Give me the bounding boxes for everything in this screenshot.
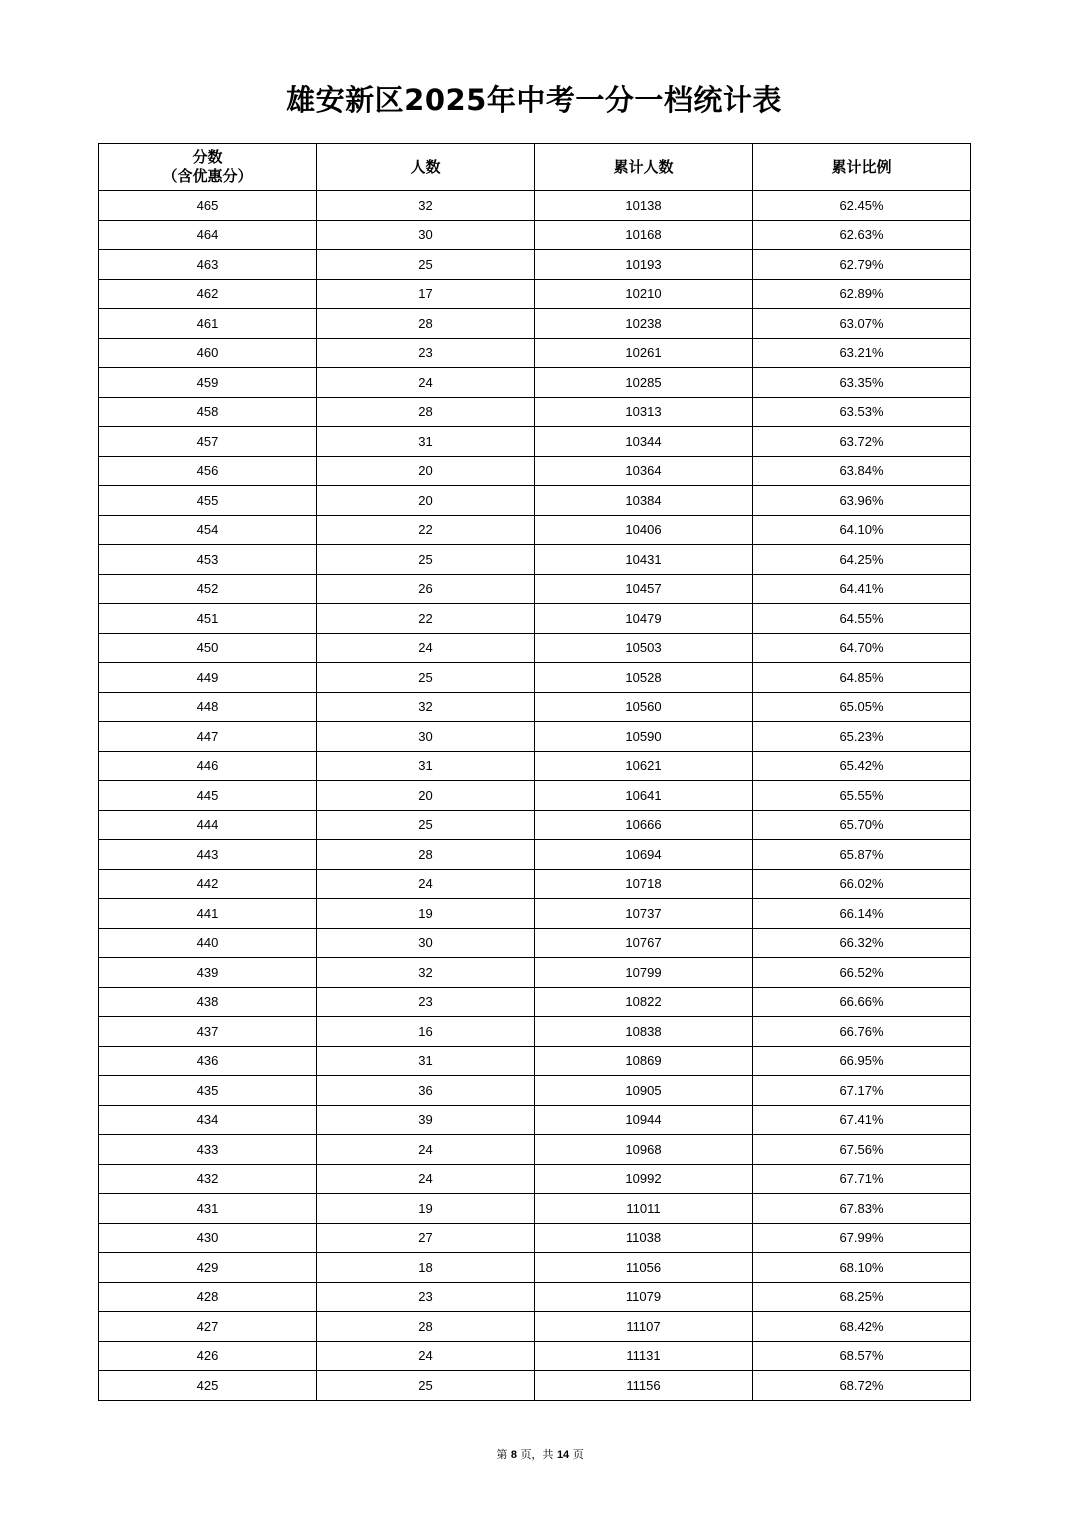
cell-cumulative-count: 10406 — [535, 515, 753, 545]
cell-cumulative-ratio: 66.76% — [753, 1017, 971, 1047]
table-row — [99, 250, 971, 280]
cell-cumulative-ratio: 64.85% — [753, 663, 971, 693]
cell-cumulative-ratio: 66.14% — [753, 899, 971, 929]
cell-count: 23 — [317, 987, 535, 1017]
page-title: 雄安新区2025年中考一分一档统计表 — [286, 83, 782, 117]
cell-score: 457 — [99, 427, 317, 457]
cell-cumulative-ratio: 63.72% — [753, 427, 971, 457]
cell-count: 32 — [317, 958, 535, 988]
cell-cumulative-ratio: 62.89% — [753, 279, 971, 309]
cell-cumulative-count: 10479 — [535, 604, 753, 634]
cell-cumulative-count: 10737 — [535, 899, 753, 929]
table-row — [99, 1164, 971, 1194]
cell-cumulative-ratio: 65.42% — [753, 751, 971, 781]
cell-score: 442 — [99, 869, 317, 899]
cell-cumulative-count: 10992 — [535, 1164, 753, 1194]
cell-cumulative-ratio: 66.66% — [753, 987, 971, 1017]
cell-score: 463 — [99, 250, 317, 280]
cell-cumulative-count: 11131 — [535, 1341, 753, 1371]
cell-score: 436 — [99, 1046, 317, 1076]
table-row — [99, 1194, 971, 1224]
cell-count: 18 — [317, 1253, 535, 1283]
cell-cumulative-count: 11079 — [535, 1282, 753, 1312]
table-row — [99, 810, 971, 840]
table-row — [99, 1135, 971, 1165]
cell-cumulative-ratio: 63.07% — [753, 309, 971, 339]
cell-cumulative-count: 10384 — [535, 486, 753, 516]
cell-cumulative-ratio: 65.55% — [753, 781, 971, 811]
cell-count: 28 — [317, 1312, 535, 1342]
cell-count: 22 — [317, 604, 535, 634]
cell-cumulative-ratio: 66.32% — [753, 928, 971, 958]
cell-score: 450 — [99, 633, 317, 663]
cell-count: 23 — [317, 1282, 535, 1312]
cell-cumulative-ratio: 62.63% — [753, 220, 971, 250]
cell-cumulative-count: 11011 — [535, 1194, 753, 1224]
cell-count: 31 — [317, 751, 535, 781]
table-row — [99, 899, 971, 929]
table-row — [99, 515, 971, 545]
cell-cumulative-ratio: 64.10% — [753, 515, 971, 545]
cell-score: 434 — [99, 1105, 317, 1135]
cell-cumulative-count: 10822 — [535, 987, 753, 1017]
cell-cumulative-count: 10799 — [535, 958, 753, 988]
cell-score: 441 — [99, 899, 317, 929]
cell-score: 435 — [99, 1076, 317, 1106]
table-row — [99, 722, 971, 752]
cell-cumulative-count: 10968 — [535, 1135, 753, 1165]
cell-score: 438 — [99, 987, 317, 1017]
table-row — [99, 1046, 971, 1076]
cell-cumulative-count: 10718 — [535, 869, 753, 899]
cell-score: 456 — [99, 456, 317, 486]
cell-cumulative-count: 10285 — [535, 368, 753, 398]
table-row — [99, 928, 971, 958]
cell-cumulative-count: 10590 — [535, 722, 753, 752]
score-distribution-table — [98, 143, 971, 1401]
cell-cumulative-count: 11156 — [535, 1371, 753, 1401]
cell-score: 429 — [99, 1253, 317, 1283]
cell-cumulative-ratio: 66.95% — [753, 1046, 971, 1076]
cell-count: 30 — [317, 928, 535, 958]
cell-cumulative-ratio: 65.23% — [753, 722, 971, 752]
header-score-label: 分数 — [192, 148, 223, 166]
table-row — [99, 1105, 971, 1135]
cell-score: 444 — [99, 810, 317, 840]
cell-cumulative-ratio: 62.45% — [753, 191, 971, 221]
cell-count: 17 — [317, 279, 535, 309]
cell-score: 443 — [99, 840, 317, 870]
table-header — [99, 144, 971, 191]
cell-score: 440 — [99, 928, 317, 958]
table-row — [99, 545, 971, 575]
cell-cumulative-count: 10210 — [535, 279, 753, 309]
cell-cumulative-count: 10560 — [535, 692, 753, 722]
cell-score: 446 — [99, 751, 317, 781]
cell-count: 16 — [317, 1017, 535, 1047]
cell-cumulative-ratio: 65.87% — [753, 840, 971, 870]
cell-cumulative-count: 10344 — [535, 427, 753, 457]
header-cumulative-ratio: 累计比例 — [753, 144, 971, 191]
cell-count: 24 — [317, 1135, 535, 1165]
table-row — [99, 1341, 971, 1371]
cell-score: 452 — [99, 574, 317, 604]
cell-count: 24 — [317, 633, 535, 663]
cell-cumulative-count: 11056 — [535, 1253, 753, 1283]
cell-cumulative-ratio: 62.79% — [753, 250, 971, 280]
cell-cumulative-ratio: 65.05% — [753, 692, 971, 722]
cell-score: 428 — [99, 1282, 317, 1312]
table-row — [99, 869, 971, 899]
cell-cumulative-ratio: 67.71% — [753, 1164, 971, 1194]
cell-cumulative-ratio: 63.53% — [753, 397, 971, 427]
cell-cumulative-ratio: 67.83% — [753, 1194, 971, 1224]
cell-score: 427 — [99, 1312, 317, 1342]
header-score — [99, 144, 317, 191]
header-score-note: （含优惠分） — [162, 167, 253, 185]
cell-count: 28 — [317, 309, 535, 339]
cell-count: 28 — [317, 840, 535, 870]
cell-count: 19 — [317, 1194, 535, 1224]
header-row — [99, 144, 971, 191]
table-row — [99, 338, 971, 368]
table-row — [99, 1282, 971, 1312]
cell-score: 432 — [99, 1164, 317, 1194]
cell-count: 28 — [317, 397, 535, 427]
cell-count: 24 — [317, 368, 535, 398]
cell-score: 462 — [99, 279, 317, 309]
cell-cumulative-ratio: 64.70% — [753, 633, 971, 663]
cell-count: 31 — [317, 427, 535, 457]
cell-cumulative-count: 10944 — [535, 1105, 753, 1135]
cell-cumulative-ratio: 67.17% — [753, 1076, 971, 1106]
cell-count: 30 — [317, 722, 535, 752]
table-row — [99, 486, 971, 516]
cell-score: 458 — [99, 397, 317, 427]
footer-prefix: 第 — [496, 1448, 508, 1461]
table-row — [99, 427, 971, 457]
cell-count: 20 — [317, 486, 535, 516]
cell-count: 24 — [317, 869, 535, 899]
table-row — [99, 191, 971, 221]
footer-page-number: 8 — [510, 1449, 517, 1461]
table-row — [99, 368, 971, 398]
table-row — [99, 1076, 971, 1106]
table-row — [99, 574, 971, 604]
header-cumulative-count: 累计人数 — [535, 144, 753, 191]
cell-score: 460 — [99, 338, 317, 368]
footer-middle: 页，共 — [520, 1448, 554, 1461]
table-row — [99, 987, 971, 1017]
cell-cumulative-ratio: 66.02% — [753, 869, 971, 899]
cell-score: 453 — [99, 545, 317, 575]
cell-cumulative-count: 10869 — [535, 1046, 753, 1076]
cell-cumulative-ratio: 63.21% — [753, 338, 971, 368]
table-row — [99, 604, 971, 634]
cell-score: 430 — [99, 1223, 317, 1253]
cell-cumulative-count: 10261 — [535, 338, 753, 368]
cell-cumulative-count: 10193 — [535, 250, 753, 280]
cell-count: 24 — [317, 1164, 535, 1194]
cell-count: 27 — [317, 1223, 535, 1253]
cell-count: 25 — [317, 810, 535, 840]
cell-cumulative-count: 10694 — [535, 840, 753, 870]
cell-cumulative-count: 10905 — [535, 1076, 753, 1106]
cell-cumulative-count: 10364 — [535, 456, 753, 486]
cell-cumulative-ratio: 64.25% — [753, 545, 971, 575]
cell-score: 445 — [99, 781, 317, 811]
cell-cumulative-count: 10168 — [535, 220, 753, 250]
cell-count: 20 — [317, 456, 535, 486]
cell-cumulative-ratio: 66.52% — [753, 958, 971, 988]
cell-count: 22 — [317, 515, 535, 545]
table-row — [99, 1312, 971, 1342]
cell-cumulative-ratio: 63.84% — [753, 456, 971, 486]
cell-cumulative-count: 10503 — [535, 633, 753, 663]
cell-score: 449 — [99, 663, 317, 693]
cell-cumulative-ratio: 64.55% — [753, 604, 971, 634]
cell-count: 32 — [317, 692, 535, 722]
footer-page-total: 14 — [556, 1449, 570, 1461]
cell-cumulative-count: 10838 — [535, 1017, 753, 1047]
header-count: 人数 — [317, 144, 535, 191]
cell-score: 437 — [99, 1017, 317, 1047]
table-row — [99, 1253, 971, 1283]
cell-cumulative-ratio: 68.42% — [753, 1312, 971, 1342]
table-row — [99, 397, 971, 427]
cell-score: 439 — [99, 958, 317, 988]
cell-cumulative-count: 10528 — [535, 663, 753, 693]
cell-score: 451 — [99, 604, 317, 634]
cell-count: 25 — [317, 250, 535, 280]
cell-cumulative-ratio: 68.72% — [753, 1371, 971, 1401]
table-row — [99, 781, 971, 811]
table-row — [99, 840, 971, 870]
table-row — [99, 692, 971, 722]
cell-score: 461 — [99, 309, 317, 339]
cell-score: 454 — [99, 515, 317, 545]
cell-cumulative-count: 10666 — [535, 810, 753, 840]
cell-cumulative-count: 10431 — [535, 545, 753, 575]
cell-count: 19 — [317, 899, 535, 929]
table-row — [99, 1371, 971, 1401]
cell-count: 36 — [317, 1076, 535, 1106]
cell-count: 32 — [317, 191, 535, 221]
cell-cumulative-ratio: 67.41% — [753, 1105, 971, 1135]
cell-score: 455 — [99, 486, 317, 516]
cell-cumulative-count: 11038 — [535, 1223, 753, 1253]
cell-count: 25 — [317, 1371, 535, 1401]
cell-cumulative-ratio: 63.35% — [753, 368, 971, 398]
cell-score: 431 — [99, 1194, 317, 1224]
cell-cumulative-count: 10313 — [535, 397, 753, 427]
table-row — [99, 309, 971, 339]
cell-cumulative-ratio: 67.99% — [753, 1223, 971, 1253]
cell-count: 39 — [317, 1105, 535, 1135]
table-row — [99, 958, 971, 988]
cell-cumulative-ratio: 67.56% — [753, 1135, 971, 1165]
cell-cumulative-count: 10641 — [535, 781, 753, 811]
cell-cumulative-count: 10621 — [535, 751, 753, 781]
cell-count: 26 — [317, 574, 535, 604]
cell-cumulative-count: 10238 — [535, 309, 753, 339]
cell-cumulative-ratio: 68.57% — [753, 1341, 971, 1371]
table-row — [99, 456, 971, 486]
cell-cumulative-ratio: 64.41% — [753, 574, 971, 604]
cell-cumulative-count: 10767 — [535, 928, 753, 958]
cell-count: 20 — [317, 781, 535, 811]
cell-score: 448 — [99, 692, 317, 722]
table-row — [99, 633, 971, 663]
cell-count: 30 — [317, 220, 535, 250]
cell-count: 24 — [317, 1341, 535, 1371]
cell-count: 25 — [317, 545, 535, 575]
cell-cumulative-ratio: 68.10% — [753, 1253, 971, 1283]
footer-suffix: 页 — [572, 1448, 584, 1461]
cell-score: 464 — [99, 220, 317, 250]
page-footer — [0, 1446, 1080, 1462]
cell-cumulative-count: 11107 — [535, 1312, 753, 1342]
table-row — [99, 220, 971, 250]
cell-cumulative-ratio: 68.25% — [753, 1282, 971, 1312]
cell-count: 23 — [317, 338, 535, 368]
cell-score: 426 — [99, 1341, 317, 1371]
cell-cumulative-ratio: 63.96% — [753, 486, 971, 516]
table-row — [99, 1017, 971, 1047]
cell-score: 433 — [99, 1135, 317, 1165]
table-row — [99, 1223, 971, 1253]
cell-score: 459 — [99, 368, 317, 398]
cell-score: 447 — [99, 722, 317, 752]
cell-cumulative-count: 10138 — [535, 191, 753, 221]
cell-count: 25 — [317, 663, 535, 693]
table-body — [99, 191, 971, 1401]
table-row — [99, 279, 971, 309]
cell-count: 31 — [317, 1046, 535, 1076]
cell-cumulative-count: 10457 — [535, 574, 753, 604]
cell-cumulative-ratio: 65.70% — [753, 810, 971, 840]
table-row — [99, 663, 971, 693]
cell-score: 425 — [99, 1371, 317, 1401]
table-row — [99, 751, 971, 781]
cell-score: 465 — [99, 191, 317, 221]
